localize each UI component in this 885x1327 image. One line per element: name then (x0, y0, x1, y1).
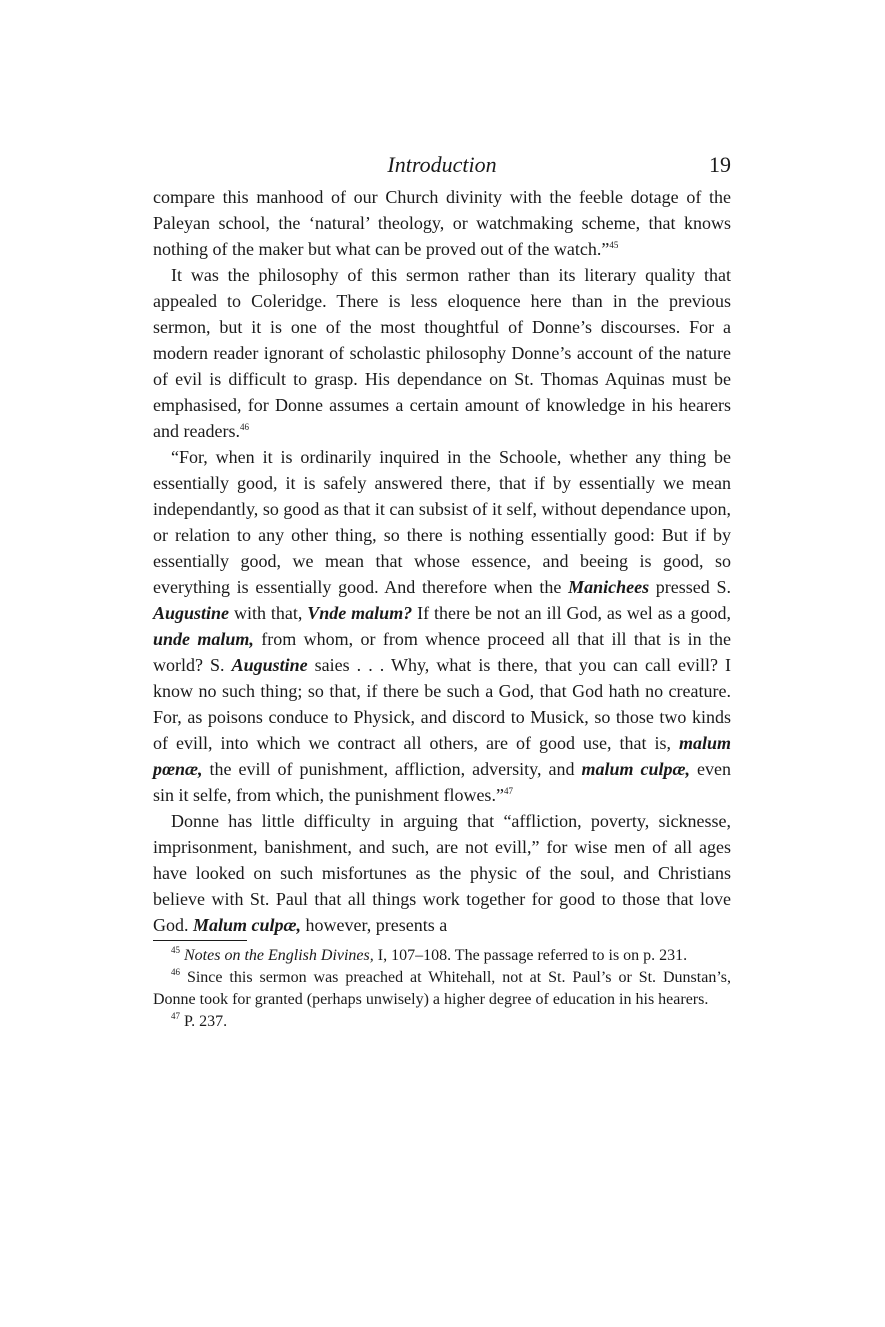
footnote-45-title: Notes on the English Divines, (184, 947, 374, 964)
quote-term-unde-malum: unde malum, (153, 629, 254, 649)
paragraph-2-text: It was the philosophy of this sermon rather than its literary quality that appealed to Coleridge. There is less eloquence here than in the previous sermon, but it is one of the most thoughtful of Donne’s discourses. For a modern reader ignorant of scholastic philosophy Donne’s account of the nature of evil is difficult to grasp. His dependance on St. Thomas Aquinas must be emphasised, for Donne assumes a certain amount of knowledge in his hearers and readers. (153, 265, 731, 441)
body-text (153, 184, 731, 938)
paragraph-4-text-1: Donne has little difficulty in arguing that “affliction, poverty, sicknesse, imprisonment, banishment, and such, are not evill,” for wise men of all ages have looked on such misfortunes as the physic of the soul, and Christians believe with St. Paul that all things work together for good to those that love God. (153, 811, 731, 935)
footnote-47-text: P. 237. (180, 1013, 228, 1030)
footnote-45 (153, 945, 731, 967)
footnote-47 (153, 1011, 731, 1033)
quote-text-8: even sin it selfe, from which, the punishment flowes.” (153, 759, 732, 805)
quote-term-vnde-malum: Vnde malum? (307, 603, 413, 623)
quote-text-4: If there be not an ill God, as wel as a good, (412, 603, 731, 623)
footnote-46 (153, 967, 731, 1011)
footnote-mark-47: 47 (171, 1011, 180, 1021)
book-page (153, 150, 731, 1033)
paragraph-1 (153, 184, 731, 262)
footnote-mark-46: 46 (171, 967, 180, 977)
paragraph-1-text: compare this manhood of our Church divinity with the feeble dotage of the Paleyan school, the ‘natural’ theology, or watchmaking scheme, that knows nothing of the maker but what can be proved out of the watch.” (153, 187, 731, 259)
running-head (153, 150, 731, 184)
quote-term-manichees: Manichees (568, 577, 650, 597)
paragraph-2 (153, 262, 731, 444)
quote-term-malum-culpae: malum culpæ, (581, 759, 691, 779)
quote-text-1: “For, when it is ordinarily inquired in the Schoole, whether any thing be essentially good, it is safely answered there, that if by essentially we mean independantly, so good as that it can subsist of it self, without dependance upon, or relation to any other thing, so there is nothing essentially good: But if by essentially good, we mean that whose essence, and beeing is good, so everything is essentially good. And therefore when the (153, 447, 731, 597)
footnote-mark-45: 45 (171, 945, 180, 955)
footnote-46-text: Since this sermon was preached at Whitehall, not at St. Paul’s or St. Dunstan’s, Donne took for granted (perhaps unwisely) a higher degree of education in his hearers. (153, 969, 731, 1008)
footnote-ref-46: 46 (239, 422, 249, 432)
quote-text-5: from whom, or from whence proceed all that ill that is in the world? S. (153, 629, 731, 675)
quote-term-augustine-1: Augustine (153, 603, 230, 623)
footnote-45-text: I, 107–108. The passage referred to is on p. 231. (373, 947, 688, 964)
quote-text-7: the evill of punishment, affliction, adversity, and (202, 759, 582, 779)
quote-term-augustine-2: Augustine (231, 655, 308, 675)
footnote-ref-47: 47 (503, 786, 513, 796)
quote-text-2: pressed S. (649, 577, 731, 597)
paragraph-3-quotation (153, 444, 731, 808)
paragraph-4 (153, 808, 731, 938)
running-head-title: Introduction (387, 152, 497, 177)
quote-text-6: saies . . . Why, what is there, that you can call evill? I know no such thing; so that, if there be such a God, that God hath no creature. For, as poisons conduce to Physick, and discord to Musick, so those two kinds of evill, into which we contract all others, are of good use, that is, (153, 655, 731, 753)
footnote-ref-45: 45 (609, 240, 619, 250)
footnotes (153, 945, 731, 1033)
quote-text-3: with that, (229, 603, 308, 623)
quote-term-malum-poenae: malum pœnæ, (153, 733, 731, 779)
page-number: 19 (709, 152, 731, 177)
footnote-rule (153, 940, 247, 941)
paragraph-4-text-2: however, presents a (301, 915, 448, 935)
paragraph-4-term-malum-culpae: Malum culpæ, (193, 915, 302, 935)
